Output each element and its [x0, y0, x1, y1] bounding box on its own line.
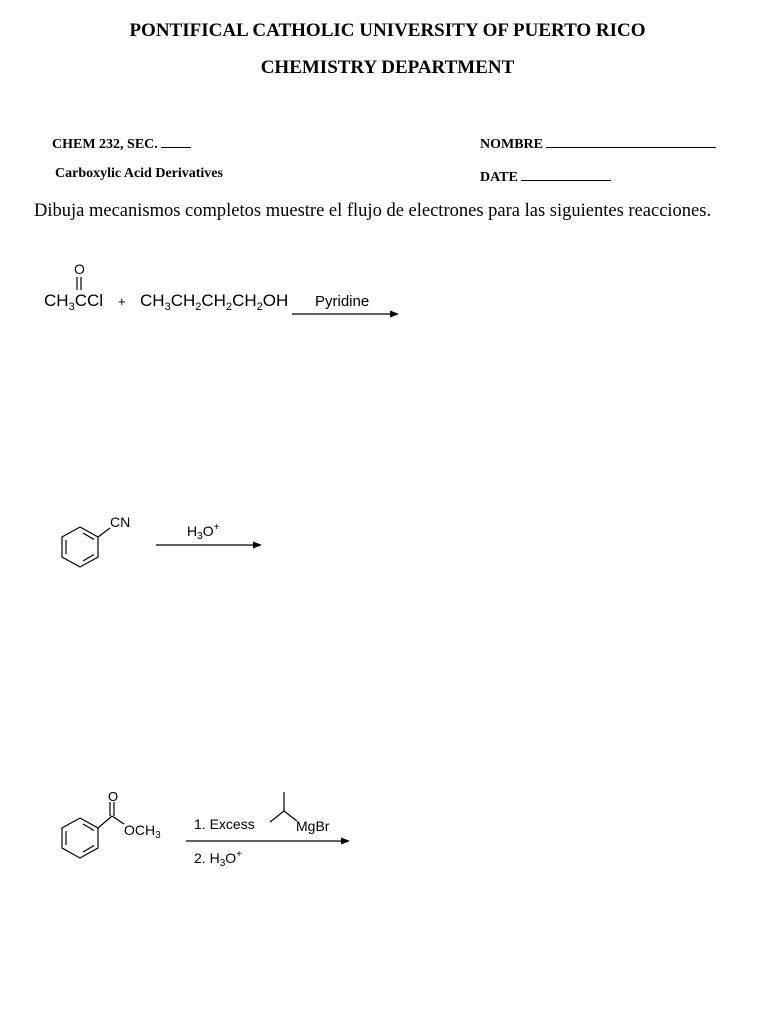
department-title: CHEMISTRY DEPARTMENT [260, 57, 515, 78]
date-blank[interactable] [521, 166, 611, 181]
course-label: CHEM 232, SEC. [52, 137, 158, 152]
arrowhead-3 [341, 838, 350, 845]
step-1-prefix: 1. Excess [194, 816, 255, 832]
reactant-2-text: $CH_3CH_2CH_2CH_2OH$ [140, 291, 289, 313]
name-field [480, 133, 716, 153]
arrowhead-1 [390, 311, 399, 318]
carbonyl-oxygen-3: O [108, 789, 119, 804]
plus-sign-1: + [118, 294, 126, 309]
isopropyl-skeleton [270, 792, 297, 822]
nitrile-label: CN [110, 514, 131, 530]
section-blank[interactable] [161, 133, 191, 148]
benzene-ring-3 [62, 818, 98, 858]
cn-bond [98, 528, 110, 537]
benzene-ring-2 [62, 527, 98, 567]
reagent-pyridine: Pyridine [315, 293, 370, 310]
carbonyl-oxygen-1: O [74, 261, 85, 277]
reaction-1 [34, 258, 414, 326]
ring-to-carbonyl-bond [98, 816, 112, 828]
date-field [480, 166, 611, 186]
reaction-3 [50, 786, 370, 876]
carbonyl-to-oxygen-bond [112, 816, 124, 824]
methoxy-label: $OCH_3$ [124, 822, 161, 841]
instructions: Dibuja mecanismos completos muestre el flujo de electrones para las siguientes reacciones. [34, 201, 712, 221]
date-label: DATE [480, 170, 518, 185]
course-field [52, 133, 191, 153]
step-2-h3o: 2. $H_3O^+$ [194, 849, 242, 869]
name-blank[interactable] [546, 133, 716, 148]
grignard-mgbr: MgBr [296, 818, 330, 834]
name-label: NOMBRE [480, 137, 543, 152]
reaction-2 [50, 508, 290, 578]
topic-label: Carboxylic Acid Derivatives [55, 166, 223, 181]
arrowhead-2 [253, 542, 262, 549]
reactant-1-text: $CH_3CCl$ [44, 291, 104, 313]
university-title: PONTIFICAL CATHOLIC UNIVERSITY OF PUERTO RICO [129, 20, 646, 41]
reagent-h3o-2: $H_3O^+$ [187, 522, 220, 542]
